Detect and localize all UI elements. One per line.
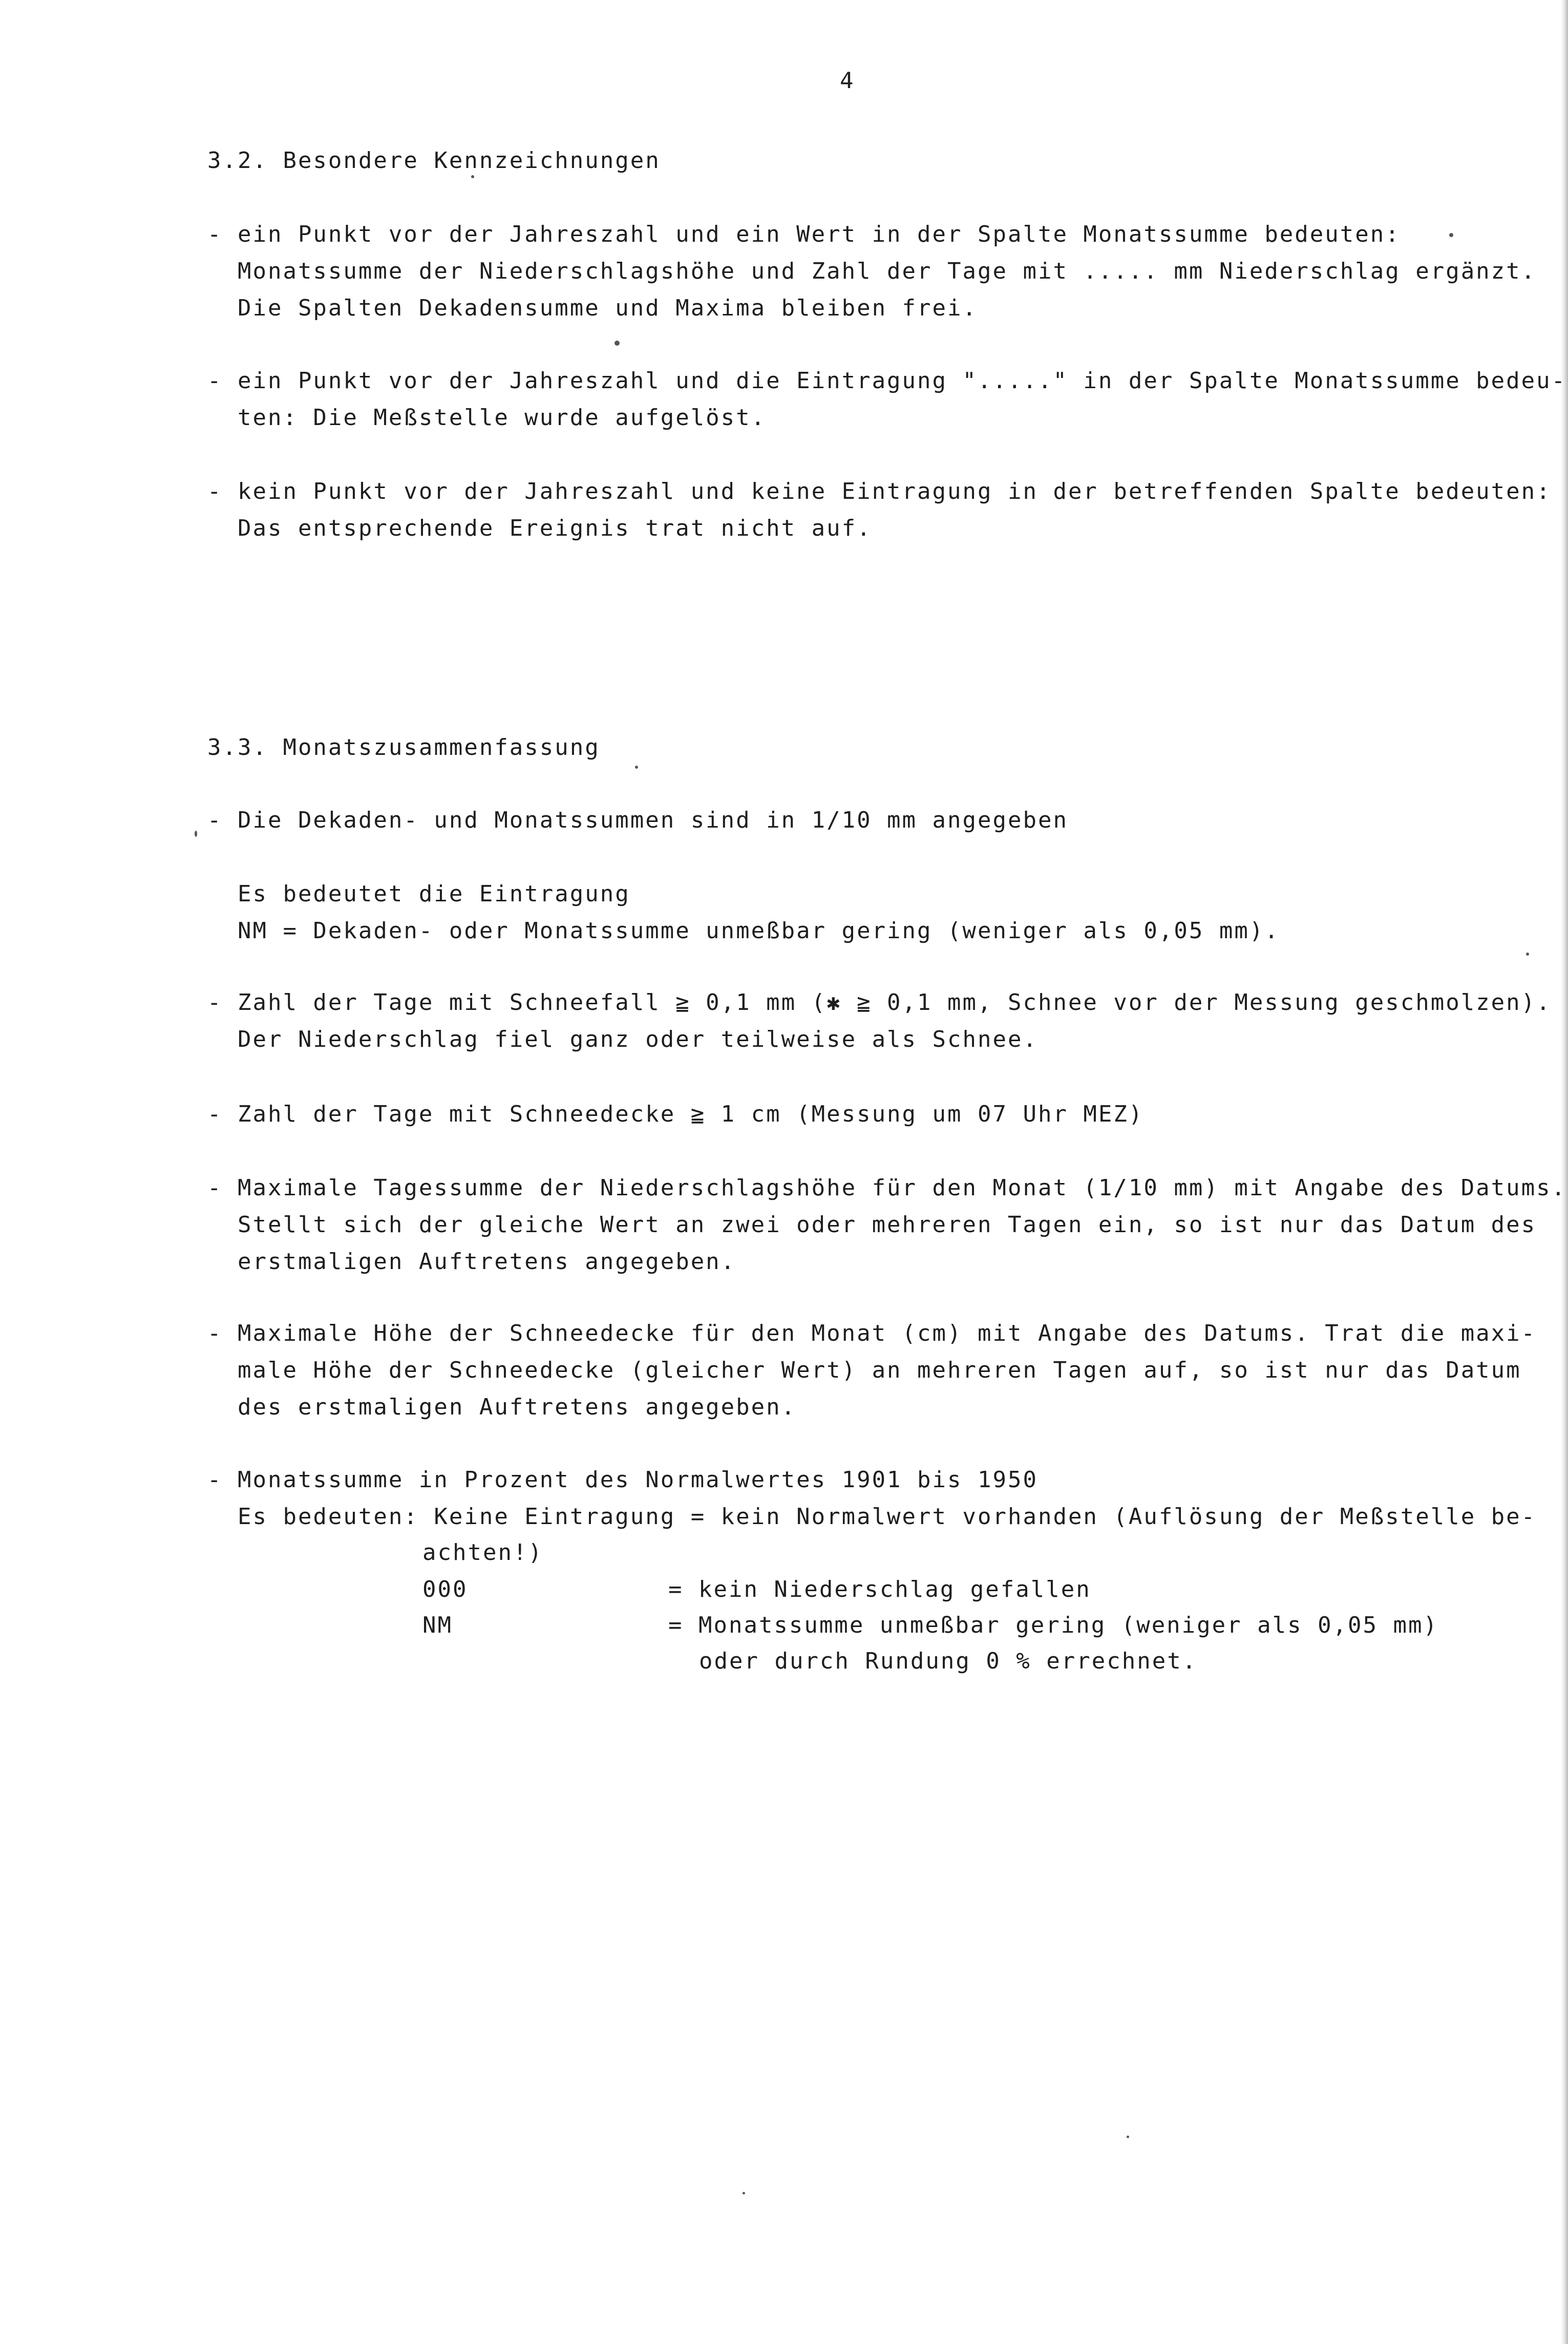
section-33-item6-line2: Es bedeuten: Keine Eintragung = kein Normalwert vorhanden (Auflösung der Meßstelle be- <box>207 1504 1537 1530</box>
legend-000-text: = kein Niederschlag gefallen <box>668 1576 1091 1602</box>
section-33-item4-line1: - Maximale Tagessumme der Niederschlagshöhe für den Monat (1/10 mm) mit Angabe des Datums. <box>207 1175 1567 1201</box>
legend-nm-text-cont: oder durch Rundung 0 % errechnet. <box>699 1648 1198 1674</box>
legend-000-code: 000 <box>422 1576 468 1602</box>
page-edge-shadow <box>1561 0 1568 2344</box>
section-32-item2-line2: ten: Die Meßstelle wurde aufgelöst. <box>207 405 767 431</box>
page-number: 4 <box>840 68 855 94</box>
section-33-item1-line1: - Die Dekaden- und Monatssummen sind in 1/10 mm angegeben <box>207 807 1068 833</box>
section-33-item2-line1: - Zahl der Tage mit Schneefall ≧ 0,1 mm (✱ ≧ 0,1 mm, Schnee vor der Messung geschmolzen). <box>207 989 1552 1016</box>
section-32-item2-line1: - ein Punkt vor der Jahreszahl und die Eintragung "....." in der Spalte Monatssumme bedeu- <box>207 368 1567 394</box>
section-33-item4-line3: erstmaligen Auftretens angegeben. <box>207 1249 736 1275</box>
scan-speck <box>743 2192 745 2194</box>
scan-speck <box>1449 233 1453 237</box>
scan-speck <box>1127 2136 1129 2138</box>
section-33-item6-line1: - Monatssumme in Prozent des Normalwertes 1901 bis 1950 <box>207 1467 1038 1493</box>
section-33-item1-line3: NM = Dekaden- oder Monatssumme unmeßbar gering (weniger als 0,05 mm). <box>207 918 1280 944</box>
scan-speck <box>635 766 638 769</box>
section-32-item3-line2: Das entsprechende Ereignis trat nicht auf. <box>207 515 872 541</box>
section-heading-3-2: 3.2. Besondere Kennzeichnungen <box>207 147 661 174</box>
section-33-item3-line1: - Zahl der Tage mit Schneedecke ≧ 1 cm (Messung um 07 Uhr MEZ) <box>207 1101 1144 1127</box>
section-33-item4-line2: Stellt sich der gleiche Wert an zwei oder mehreren Tagen ein, so ist nur das Datum des <box>207 1212 1537 1238</box>
section-33-item1-line2: Es bedeutet die Eintragung <box>207 881 630 907</box>
section-33-item5-line1: - Maximale Höhe der Schneedecke für den Monat (cm) mit Angabe des Datums. Trat die maxi- <box>207 1320 1537 1346</box>
section-33-item5-line3: des erstmaligen Auftretens angegeben. <box>207 1394 797 1420</box>
section-32-item1-line1: - ein Punkt vor der Jahreszahl und ein Wert in der Spalte Monatssumme bedeuten: <box>207 221 1401 247</box>
section-33-item6-line3: achten!) <box>422 1539 543 1566</box>
legend-nm-text: = Monatssumme unmeßbar gering (weniger als 0,05 mm) <box>668 1612 1439 1638</box>
section-32-item3-line1: - kein Punkt vor der Jahreszahl und keine Eintragung in der betreffenden Spalte bedeuten: <box>207 478 1552 504</box>
section-33-item2-line2: Der Niederschlag fiel ganz oder teilweise als Schnee. <box>207 1026 1038 1052</box>
section-32-item1-line2: Monatssumme der Niederschlagshöhe und Zahl der Tage mit ..... mm Niederschlag ergänzt. <box>207 258 1537 284</box>
section-33-item5-line2: male Höhe der Schneedecke (gleicher Wert) an mehreren Tagen auf, so ist nur das Datum <box>207 1357 1521 1383</box>
scan-speck <box>195 831 197 837</box>
scan-speck <box>615 341 620 346</box>
scan-speck <box>471 175 474 178</box>
legend-nm-code: NM <box>422 1612 453 1638</box>
section-heading-3-3: 3.3. Monatszusammenfassung <box>207 734 600 761</box>
section-32-item1-line3: Die Spalten Dekadensumme und Maxima bleiben frei. <box>207 295 978 321</box>
scan-speck <box>1526 953 1529 956</box>
